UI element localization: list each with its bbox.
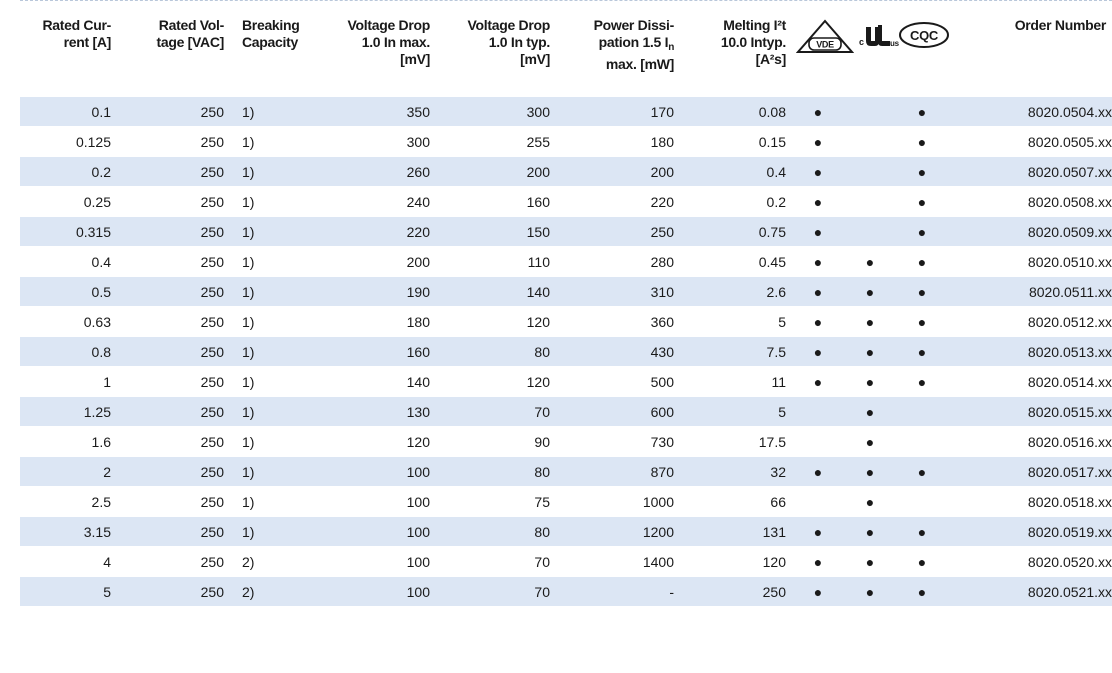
cell-voltage-drop-typ: 75 [436, 487, 556, 517]
cell-power-dissipation: 1200 [556, 517, 680, 547]
cell-rated-current: 0.63 [20, 307, 117, 337]
cell-melting-integral: 131 [680, 517, 792, 547]
cell-rated-current: 0.315 [20, 217, 117, 247]
cell-order-number: 8020.0505.xx [948, 127, 1112, 157]
cell-breaking-capacity: 1) [230, 187, 325, 217]
cell-voltage-drop-typ: 80 [436, 337, 556, 367]
cell-power-dissipation: - [556, 577, 680, 607]
cell-rated-voltage: 250 [117, 547, 230, 577]
cell-order-number: 8020.0507.xx [948, 157, 1112, 187]
table-row [20, 457, 1112, 487]
cell-melting-integral: 0.08 [680, 97, 792, 127]
cell-rated-current: 2 [20, 457, 117, 487]
table-row [20, 157, 1112, 187]
cell-breaking-capacity: 1) [230, 277, 325, 307]
cell-rated-voltage: 250 [117, 397, 230, 427]
cell-voltage-drop-typ: 160 [436, 187, 556, 217]
cell-vde-approval [792, 487, 844, 517]
cell-rated-voltage: 250 [117, 277, 230, 307]
cell-vde-approval: ● [792, 547, 844, 577]
cell-breaking-capacity: 1) [230, 157, 325, 187]
vde-logo-icon [796, 19, 854, 55]
cell-melting-integral: 0.2 [680, 187, 792, 217]
cell-voltage-drop-max: 140 [325, 367, 436, 397]
cell-voltage-drop-typ: 150 [436, 217, 556, 247]
cell-ul-approval: ● [844, 487, 896, 517]
cell-vde-approval: ● [792, 187, 844, 217]
cell-vde-approval: ● [792, 157, 844, 187]
cell-voltage-drop-typ: 255 [436, 127, 556, 157]
cell-voltage-drop-typ: 300 [436, 97, 556, 127]
cell-rated-current: 3.15 [20, 517, 117, 547]
cell-order-number: 8020.0520.xx [948, 547, 1112, 577]
cell-melting-integral: 2.6 [680, 277, 792, 307]
cell-power-dissipation: 170 [556, 97, 680, 127]
cell-voltage-drop-typ: 70 [436, 397, 556, 427]
cell-cqc-approval: ● [896, 97, 948, 127]
cell-voltage-drop-typ: 80 [436, 457, 556, 487]
cell-vde-approval: ● [792, 337, 844, 367]
cell-power-dissipation: 360 [556, 307, 680, 337]
cell-cqc-approval: ● [896, 217, 948, 247]
cell-order-number: 8020.0510.xx [948, 247, 1112, 277]
table-row [20, 487, 1112, 517]
table-row [20, 127, 1112, 157]
cell-voltage-drop-typ: 80 [436, 517, 556, 547]
cell-voltage-drop-max: 100 [325, 517, 436, 547]
cell-voltage-drop-max: 240 [325, 187, 436, 217]
cell-ul-approval: ● [844, 367, 896, 397]
cell-power-dissipation: 250 [556, 217, 680, 247]
cell-rated-voltage: 250 [117, 337, 230, 367]
cell-power-dissipation: 430 [556, 337, 680, 367]
cell-breaking-capacity: 1) [230, 337, 325, 367]
cell-vde-approval: ● [792, 457, 844, 487]
cell-cqc-approval: ● [896, 247, 948, 277]
header-breaking-capacity: Breaking Capacity [242, 17, 300, 50]
cell-melting-integral: 0.45 [680, 247, 792, 277]
cell-order-number: 8020.0518.xx [948, 487, 1112, 517]
header-voltage-drop-typ: Voltage Drop 1.0 In typ. [mV] [467, 17, 550, 67]
cell-ul-approval [844, 187, 896, 217]
cell-rated-voltage: 250 [117, 127, 230, 157]
cell-voltage-drop-max: 120 [325, 427, 436, 457]
cell-power-dissipation: 600 [556, 397, 680, 427]
cell-ul-approval [844, 157, 896, 187]
svg-text:CQC: CQC [910, 28, 938, 43]
cell-breaking-capacity: 2) [230, 577, 325, 607]
table-row [20, 97, 1112, 127]
cell-voltage-drop-typ: 200 [436, 157, 556, 187]
cell-rated-voltage: 250 [117, 457, 230, 487]
cell-cqc-approval: ● [896, 277, 948, 307]
table-row [20, 187, 1112, 217]
cell-voltage-drop-max: 160 [325, 337, 436, 367]
table-row [20, 397, 1112, 427]
cell-ul-approval: ● [844, 577, 896, 607]
cell-order-number: 8020.0516.xx [948, 427, 1112, 457]
cell-ul-approval: ● [844, 247, 896, 277]
table-body [20, 97, 1112, 607]
header-voltage-drop-max: Voltage Drop 1.0 In max. [mV] [347, 17, 430, 67]
cell-voltage-drop-max: 200 [325, 247, 436, 277]
cell-ul-approval [844, 217, 896, 247]
cell-voltage-drop-typ: 70 [436, 547, 556, 577]
cell-cqc-approval: ● [896, 127, 948, 157]
cell-rated-current: 0.4 [20, 247, 117, 277]
cell-rated-voltage: 250 [117, 187, 230, 217]
cell-cqc-approval: ● [896, 547, 948, 577]
cell-rated-voltage: 250 [117, 487, 230, 517]
cell-breaking-capacity: 1) [230, 217, 325, 247]
cell-ul-approval [844, 127, 896, 157]
cqc-logo-icon [898, 20, 950, 50]
table-header-row [20, 5, 1112, 97]
table-row [20, 277, 1112, 307]
cell-vde-approval: ● [792, 517, 844, 547]
cell-rated-current: 0.2 [20, 157, 117, 187]
cell-breaking-capacity: 1) [230, 247, 325, 277]
cell-cqc-approval: ● [896, 367, 948, 397]
cell-voltage-drop-max: 350 [325, 97, 436, 127]
cell-power-dissipation: 500 [556, 367, 680, 397]
cell-rated-voltage: 250 [117, 217, 230, 247]
cell-order-number: 8020.0504.xx [948, 97, 1112, 127]
cell-order-number: 8020.0515.xx [948, 397, 1112, 427]
cell-melting-integral: 11 [680, 367, 792, 397]
cell-voltage-drop-typ: 120 [436, 367, 556, 397]
svg-text:us: us [890, 39, 899, 48]
cell-rated-voltage: 250 [117, 247, 230, 277]
cell-power-dissipation: 180 [556, 127, 680, 157]
cell-rated-current: 5 [20, 577, 117, 607]
cell-breaking-capacity: 1) [230, 397, 325, 427]
table-row [20, 577, 1112, 607]
cell-power-dissipation: 870 [556, 457, 680, 487]
cell-cqc-approval [896, 427, 948, 457]
cell-voltage-drop-max: 220 [325, 217, 436, 247]
cell-rated-current: 0.25 [20, 187, 117, 217]
cell-breaking-capacity: 1) [230, 487, 325, 517]
cell-melting-integral: 7.5 [680, 337, 792, 367]
cell-rated-current: 0.5 [20, 277, 117, 307]
cell-order-number: 8020.0517.xx [948, 457, 1112, 487]
cell-rated-current: 2.5 [20, 487, 117, 517]
table-row [20, 367, 1112, 397]
cell-rated-current: 4 [20, 547, 117, 577]
svg-text:c: c [859, 37, 864, 47]
table-row [20, 337, 1112, 367]
cell-power-dissipation: 200 [556, 157, 680, 187]
ul-recognized-logo-icon [858, 21, 902, 51]
cell-rated-current: 0.8 [20, 337, 117, 367]
cell-vde-approval: ● [792, 127, 844, 157]
cell-vde-approval: ● [792, 97, 844, 127]
cell-rated-voltage: 250 [117, 577, 230, 607]
cell-voltage-drop-typ: 120 [436, 307, 556, 337]
table-row [20, 517, 1112, 547]
cell-breaking-capacity: 1) [230, 517, 325, 547]
table-row [20, 307, 1112, 337]
cell-melting-integral: 5 [680, 307, 792, 337]
cell-power-dissipation: 310 [556, 277, 680, 307]
table-row [20, 547, 1112, 577]
cell-rated-current: 1.6 [20, 427, 117, 457]
header-rated-current: Rated Cur- rent [A] [42, 17, 111, 50]
cell-order-number: 8020.0513.xx [948, 337, 1112, 367]
cell-breaking-capacity: 1) [230, 427, 325, 457]
cell-ul-approval: ● [844, 397, 896, 427]
cell-rated-voltage: 250 [117, 517, 230, 547]
cell-power-dissipation: 280 [556, 247, 680, 277]
cell-voltage-drop-typ: 70 [436, 577, 556, 607]
cell-voltage-drop-max: 300 [325, 127, 436, 157]
header-melting-integral: Melting I²t 10.0 Intyp. [A²s] [720, 17, 786, 67]
cell-vde-approval: ● [792, 277, 844, 307]
cell-voltage-drop-max: 260 [325, 157, 436, 187]
cell-order-number: 8020.0509.xx [948, 217, 1112, 247]
cell-cqc-approval: ● [896, 307, 948, 337]
cell-order-number: 8020.0519.xx [948, 517, 1112, 547]
cell-cqc-approval: ● [896, 157, 948, 187]
cell-ul-approval: ● [844, 337, 896, 367]
cell-order-number: 8020.0508.xx [948, 187, 1112, 217]
header-power-dissipation: Power Dissi- pation 1.5 $I_n$ max. [mW] [593, 17, 674, 72]
cell-cqc-approval: ● [896, 187, 948, 217]
cell-ul-approval: ● [844, 277, 896, 307]
cell-cqc-approval: ● [896, 577, 948, 607]
cell-voltage-drop-typ: 110 [436, 247, 556, 277]
cell-order-number: 8020.0521.xx [948, 577, 1112, 607]
cell-ul-approval: ● [844, 547, 896, 577]
cell-rated-voltage: 250 [117, 97, 230, 127]
cell-vde-approval: ● [792, 217, 844, 247]
table-row [20, 427, 1112, 457]
header-order-number: Order Number [1014, 17, 1106, 33]
cell-cqc-approval: ● [896, 337, 948, 367]
cell-voltage-drop-max: 190 [325, 277, 436, 307]
cell-cqc-approval: ● [896, 457, 948, 487]
fuse-spec-table [20, 5, 1112, 607]
cell-order-number: 8020.0511.xx [948, 277, 1112, 307]
cell-cqc-approval [896, 487, 948, 517]
cell-rated-current: 1 [20, 367, 117, 397]
cell-ul-approval [844, 97, 896, 127]
header-certifications [792, 5, 948, 97]
cell-melting-integral: 32 [680, 457, 792, 487]
cell-vde-approval: ● [792, 307, 844, 337]
svg-text:VDE: VDE [816, 39, 834, 50]
cell-breaking-capacity: 2) [230, 547, 325, 577]
cell-voltage-drop-max: 100 [325, 577, 436, 607]
cell-vde-approval: ● [792, 247, 844, 277]
cell-melting-integral: 0.75 [680, 217, 792, 247]
cell-vde-approval: ● [792, 577, 844, 607]
cell-power-dissipation: 1400 [556, 547, 680, 577]
cell-voltage-drop-typ: 140 [436, 277, 556, 307]
cell-rated-voltage: 250 [117, 367, 230, 397]
cell-power-dissipation: 1000 [556, 487, 680, 517]
cell-voltage-drop-max: 100 [325, 487, 436, 517]
cell-breaking-capacity: 1) [230, 307, 325, 337]
cell-melting-integral: 250 [680, 577, 792, 607]
cell-order-number: 8020.0514.xx [948, 367, 1112, 397]
cell-voltage-drop-max: 180 [325, 307, 436, 337]
cell-voltage-drop-max: 100 [325, 457, 436, 487]
cell-rated-voltage: 250 [117, 307, 230, 337]
cell-melting-integral: 120 [680, 547, 792, 577]
cell-melting-integral: 66 [680, 487, 792, 517]
cell-order-number: 8020.0512.xx [948, 307, 1112, 337]
cell-melting-integral: 0.15 [680, 127, 792, 157]
cell-cqc-approval: ● [896, 517, 948, 547]
top-divider [20, 0, 1112, 1]
cell-breaking-capacity: 1) [230, 127, 325, 157]
table-row [20, 217, 1112, 247]
cell-voltage-drop-max: 100 [325, 547, 436, 577]
cell-rated-voltage: 250 [117, 427, 230, 457]
header-rated-voltage: Rated Vol- tage [VAC] [156, 17, 224, 50]
cell-ul-approval: ● [844, 307, 896, 337]
cell-rated-current: 0.125 [20, 127, 117, 157]
cell-ul-approval: ● [844, 517, 896, 547]
cell-power-dissipation: 730 [556, 427, 680, 457]
cell-breaking-capacity: 1) [230, 457, 325, 487]
cell-vde-approval: ● [792, 367, 844, 397]
cell-melting-integral: 0.4 [680, 157, 792, 187]
cell-breaking-capacity: 1) [230, 367, 325, 397]
cell-vde-approval [792, 427, 844, 457]
table-row [20, 247, 1112, 277]
cell-voltage-drop-max: 130 [325, 397, 436, 427]
cell-melting-integral: 17.5 [680, 427, 792, 457]
cell-rated-current: 1.25 [20, 397, 117, 427]
cell-vde-approval [792, 397, 844, 427]
cell-rated-voltage: 250 [117, 157, 230, 187]
cell-voltage-drop-typ: 90 [436, 427, 556, 457]
cell-breaking-capacity: 1) [230, 97, 325, 127]
cell-ul-approval: ● [844, 427, 896, 457]
cell-melting-integral: 5 [680, 397, 792, 427]
cell-rated-current: 0.1 [20, 97, 117, 127]
cell-cqc-approval [896, 397, 948, 427]
cell-power-dissipation: 220 [556, 187, 680, 217]
cell-ul-approval: ● [844, 457, 896, 487]
